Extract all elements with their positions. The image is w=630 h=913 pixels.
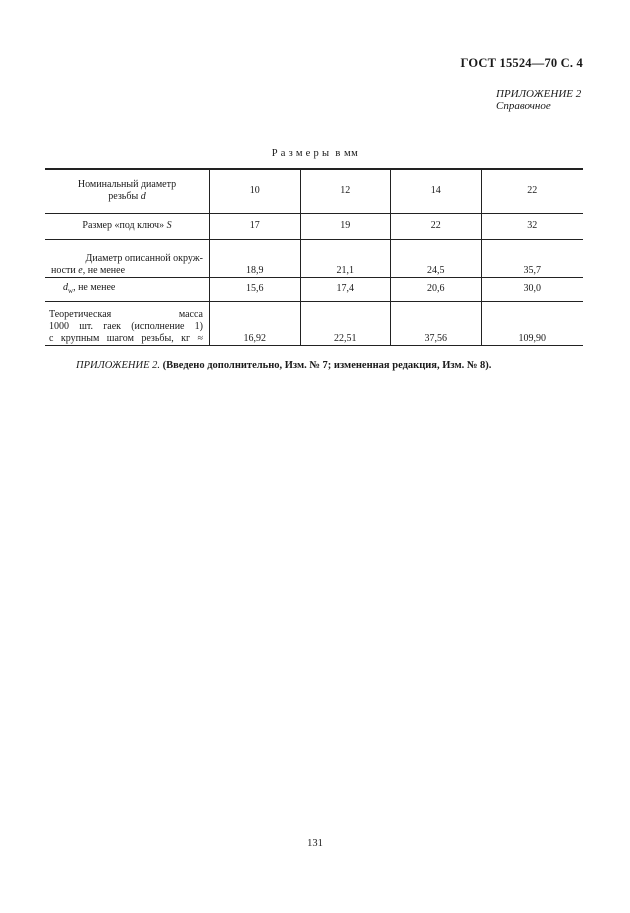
header-symbol-d: d <box>140 191 146 203</box>
header-label-text: резьбы <box>108 191 139 203</box>
row-label-text: ности <box>51 264 76 276</box>
row-label-circumscribed-diameter <box>45 239 210 277</box>
table-cell: 15,6 <box>210 277 301 301</box>
row-label-wrench-size <box>45 213 210 239</box>
appendix-subtitle: Справочное <box>496 100 551 112</box>
row-suffix: , не менее <box>82 264 126 276</box>
row-label-bearing-diameter <box>45 277 210 301</box>
row-label-theoretical-mass <box>45 301 210 345</box>
table-cell: 21,1 <box>300 239 391 277</box>
page-number: 131 <box>307 838 323 849</box>
row-label-line-2 <box>51 265 203 277</box>
row-suffix: , не менее <box>73 281 116 293</box>
row-label-text: Размер «под ключ» <box>82 220 165 231</box>
amendment-note <box>76 360 491 371</box>
header-label-line-2 <box>51 191 203 203</box>
caption-label: Размеры <box>271 148 333 159</box>
header-label-line-1: Номинальный диаметр <box>77 179 177 191</box>
table-caption <box>0 148 630 159</box>
appendix-title: ПРИЛОЖЕНИЕ 2 <box>496 88 582 100</box>
table-cell: 19 <box>300 213 391 239</box>
note-amendment-text: (Введено дополнительно, Изм. № 7; измененная редакция, Изм. № 8). <box>162 360 492 371</box>
table-cell: 35,7 <box>481 239 583 277</box>
row-label-line-1: Теоретическая масса <box>49 308 203 320</box>
table-row-wrench-size <box>45 213 583 239</box>
column-header-12: 12 <box>300 169 391 213</box>
table-cell: 22 <box>391 213 482 239</box>
table-cell: 32 <box>481 213 583 239</box>
column-header-10: 10 <box>210 169 301 213</box>
row-symbol-s: S <box>166 220 172 231</box>
table-cell: 20,6 <box>391 277 482 301</box>
column-header-14: 14 <box>391 169 482 213</box>
appendix-heading <box>496 88 581 112</box>
table-cell: 17 <box>210 213 301 239</box>
table-row-circumscribed-diameter <box>45 239 583 277</box>
table-cell: 24,5 <box>391 239 482 277</box>
table-cell: 30,0 <box>481 277 583 301</box>
table-row-bearing-diameter <box>45 277 583 301</box>
header-label-cell <box>45 169 210 213</box>
table-cell: 22,51 <box>300 301 391 345</box>
table-cell: 109,90 <box>481 301 583 345</box>
dimensions-table <box>45 168 583 346</box>
row-symbol-d: d <box>63 281 68 293</box>
caption-unit: в мм <box>335 148 359 159</box>
row-subscript-w: w <box>68 286 74 295</box>
row-label-line-1: Диаметр описанной окруж- <box>85 252 203 264</box>
row-label-line-2: 1000 шт. гаек (исполнение 1) <box>49 320 203 332</box>
note-appendix-ref: ПРИЛОЖЕНИЕ 2. <box>76 360 160 371</box>
column-header-22: 22 <box>481 169 583 213</box>
row-label-line-3: с крупным шагом резьбы, кг ≈ <box>49 332 203 344</box>
row-symbol-e: e <box>78 264 83 276</box>
table-row-theoretical-mass <box>45 301 583 345</box>
table-cell: 17,4 <box>300 277 391 301</box>
table-header-row <box>45 169 583 213</box>
table-cell: 16,92 <box>210 301 301 345</box>
table-cell: 18,9 <box>210 239 301 277</box>
document-header: ГОСТ 15524—70 С. 4 <box>460 56 583 70</box>
table-cell: 37,56 <box>391 301 482 345</box>
